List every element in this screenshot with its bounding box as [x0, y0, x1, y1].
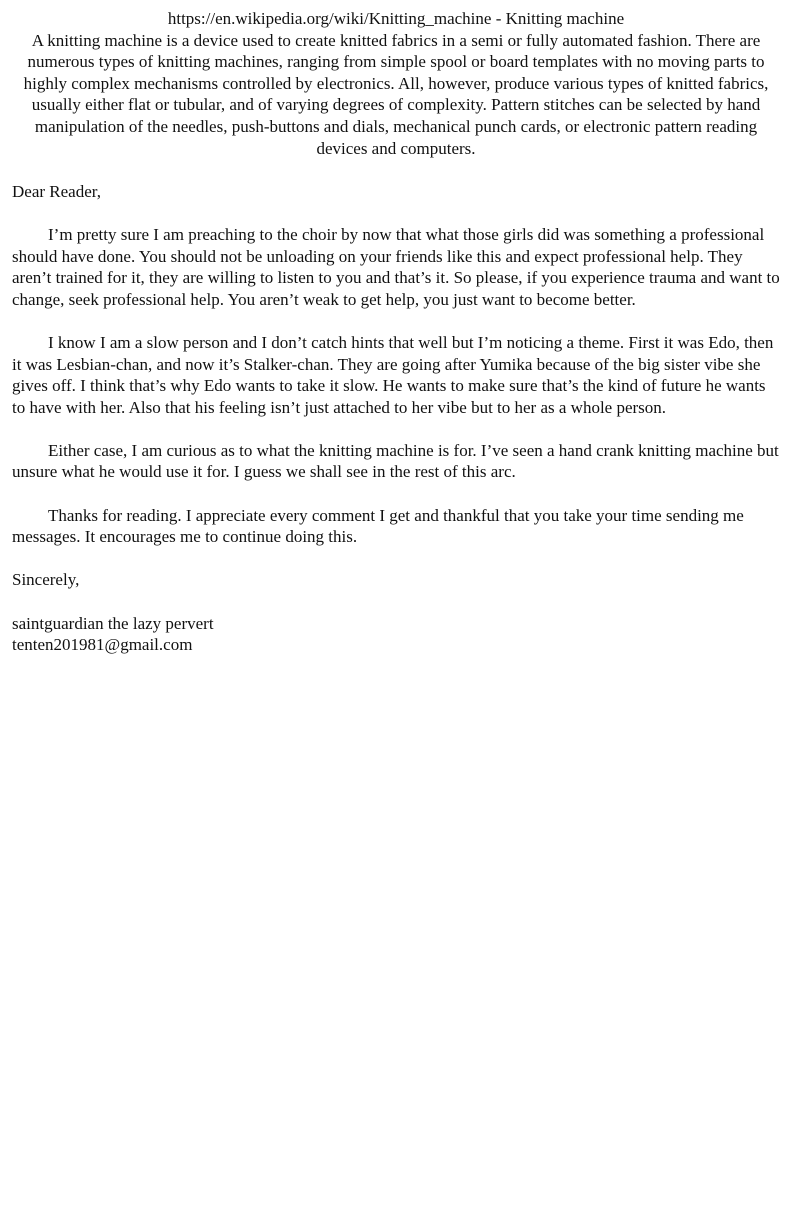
- signature-email[interactable]: tenten201981@gmail.com: [12, 635, 193, 655]
- letter-paragraph: Either case, I am curious as to what the knitting machine is for. I’ve seen a hand crank knitting machine but unsure what he would use it for. I guess we shall see in the rest of this arc.: [12, 440, 779, 482]
- letter-paragraph: I’m pretty sure I am preaching to the choir by now that what those girls did was something a professional should have done. You should not be unloading on your friends like this and expect professional help. They aren’t trained for it, they are willing to listen to you and that’s it. So please, if you experience trauma and want to change, seek professional help. You aren’t weak to get help, you just want to become better.: [12, 224, 780, 309]
- letter-paragraph: Thanks for reading. I appreciate every comment I get and thankful that you take your time sending me messages. It encourages me to continue doing this.: [12, 505, 744, 547]
- source-link-title[interactable]: https://en.wikipedia.org/wiki/Knitting_machine - Knitting machine: [167, 9, 625, 28]
- signature-block: [12, 613, 780, 656]
- source-description: A knitting machine is a device used to create knitted fabrics in a semi or fully automated fashion. There are numerous types of knitting machines, ranging from simple spool or board templates with no moving parts to highly complex mechanisms controlled by electronics. All, however, produce various types of knitted fabrics, usually either flat or tubular, and of varying degrees of complexity. Pattern stitches can be selected by hand manipulation of the needles, push-buttons and dials, mechanical punch cards, or electronic pattern reading devices and computers.: [23, 30, 769, 158]
- signature-name: saintguardian the lazy pervert: [12, 613, 214, 633]
- letter-greeting: Dear Reader,: [12, 181, 101, 201]
- letter-paragraph: I know I am a slow person and I don’t catch hints that well but I’m noticing a theme. First it was Edo, then it was Lesbian-chan, and now it’s Stalker-chan. They are going after Yumika because of the big sister vibe she gives off. I think that’s why Edo wants to take it slow. He wants to make sure that’s the kind of future he wants to have with her. Also that his feeling isn’t just attached to her vibe but to her as a whole person.: [12, 332, 774, 417]
- article-header: [12, 8, 780, 159]
- letter-closing: Sincerely,: [12, 570, 80, 590]
- letter-body: [12, 181, 780, 656]
